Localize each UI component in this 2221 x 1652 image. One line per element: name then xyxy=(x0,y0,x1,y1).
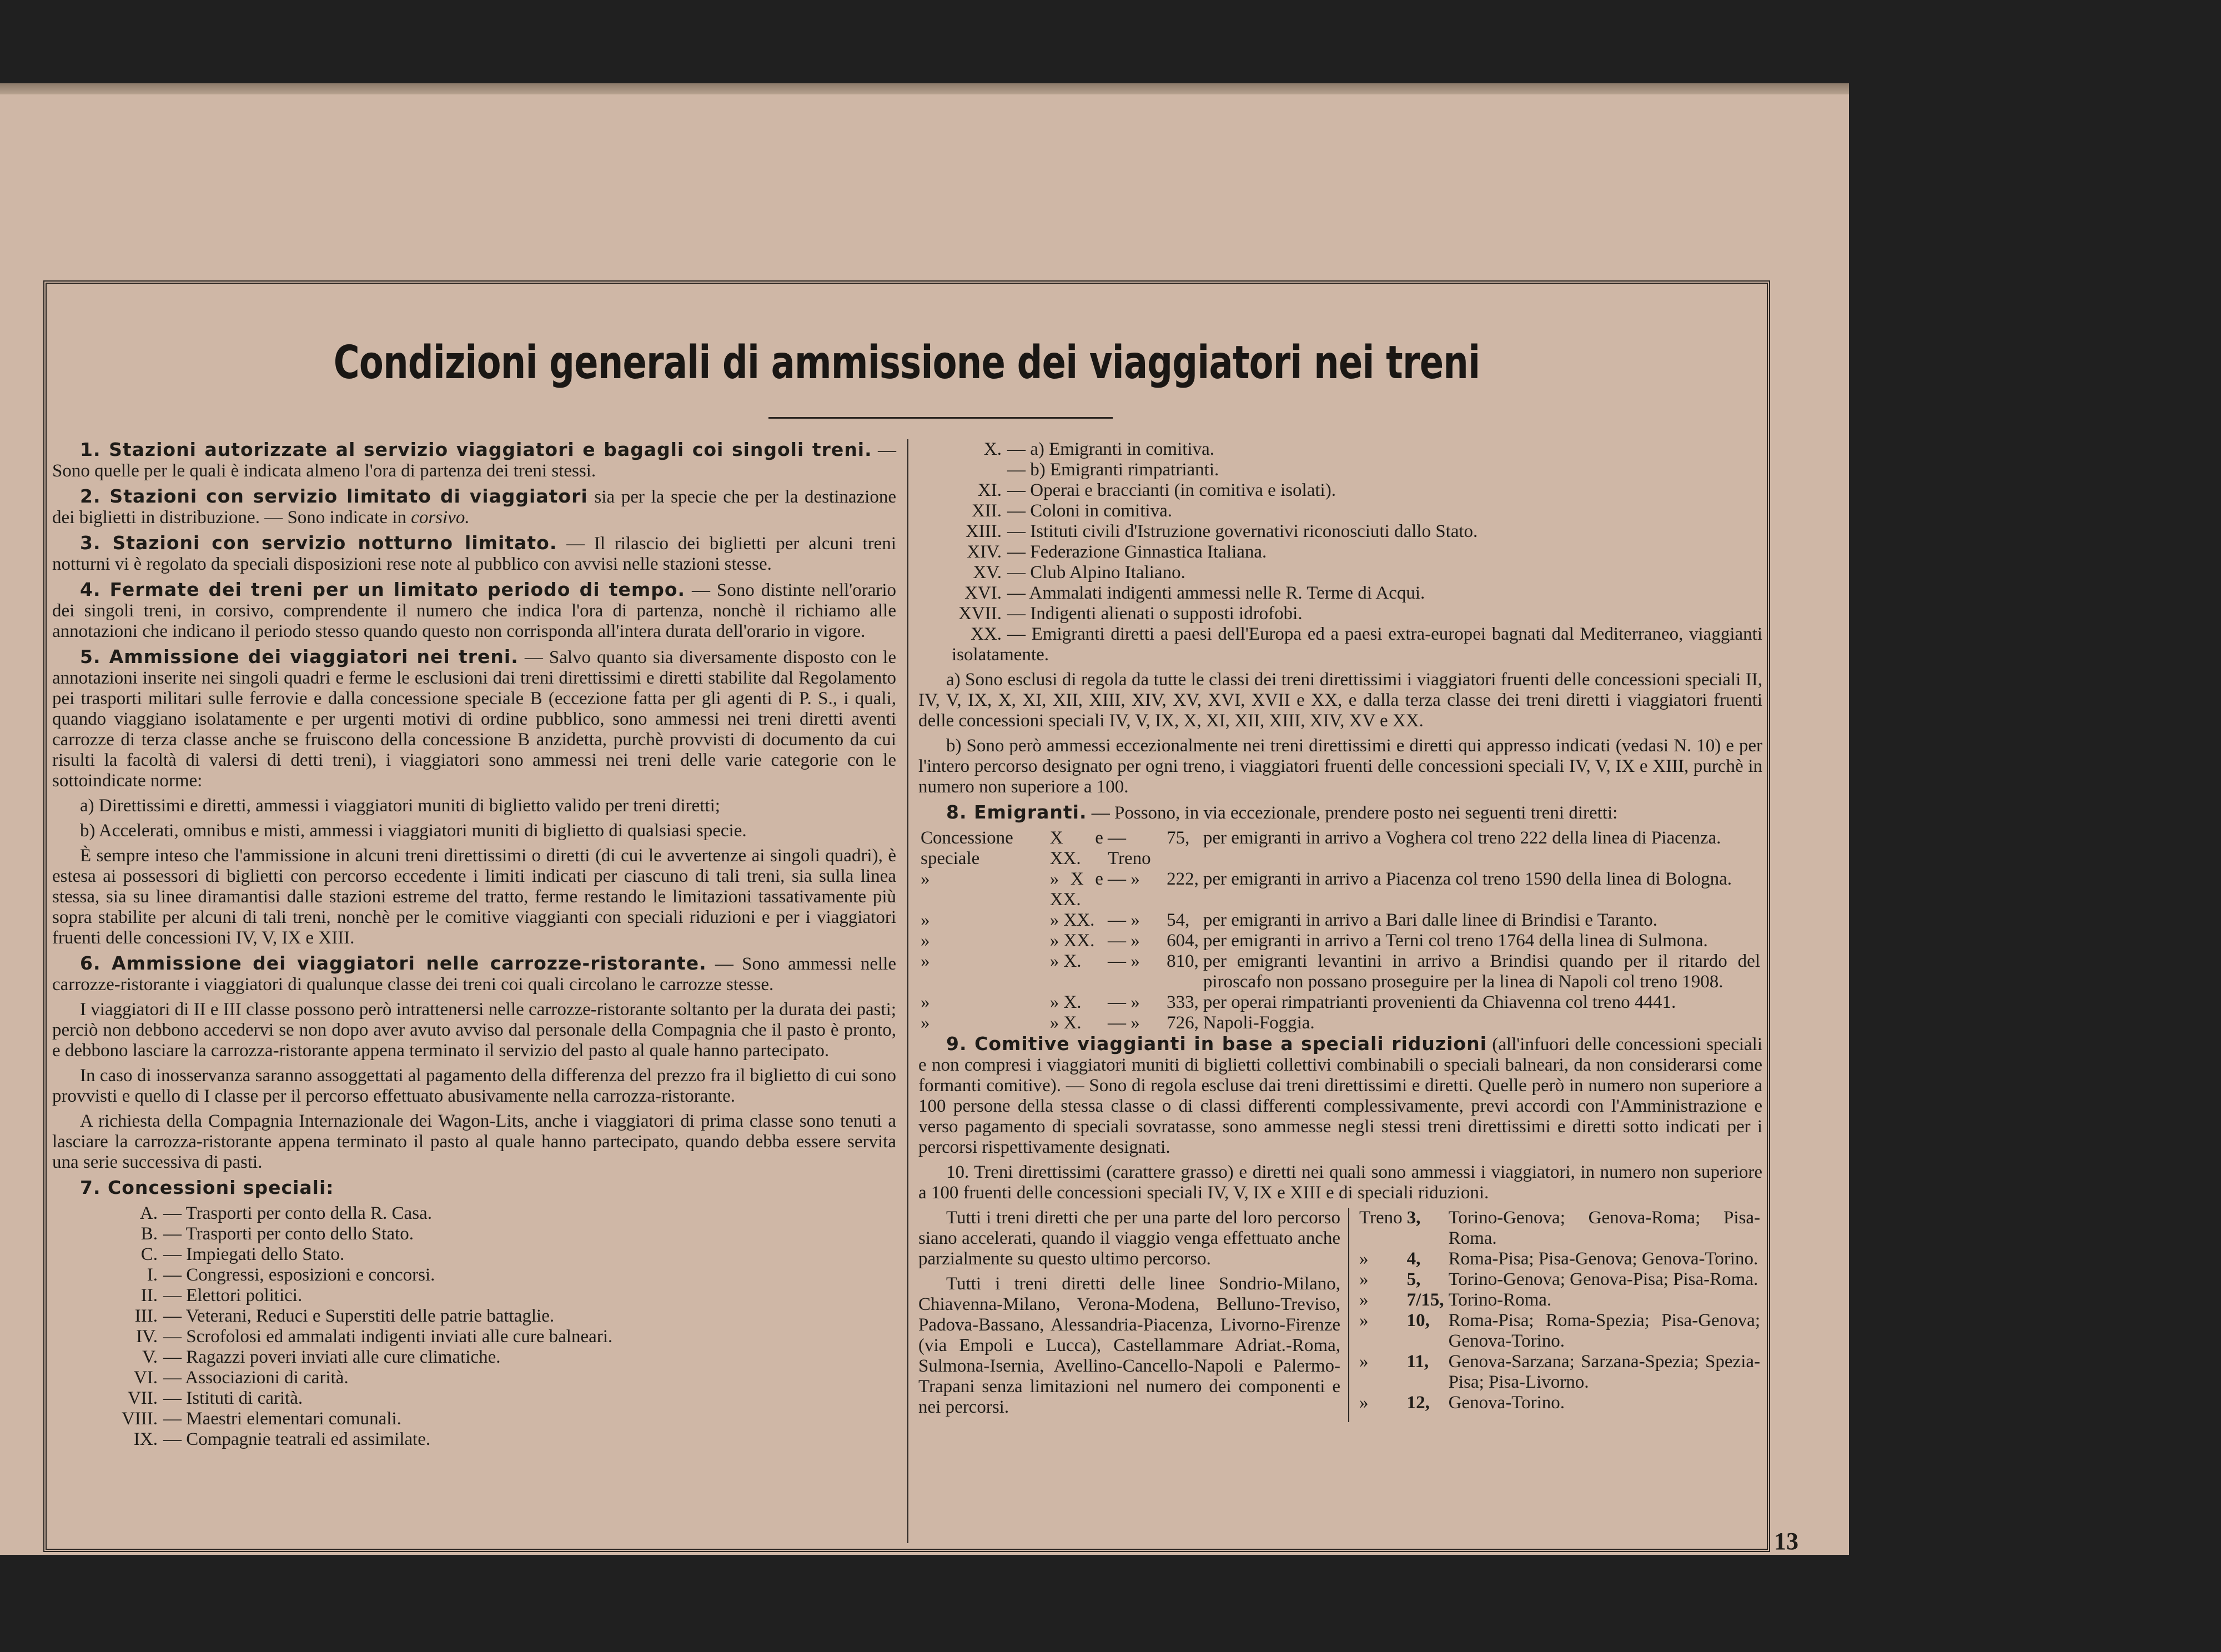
section-9: 9. Comitive viaggianti in base a speciali riduzioni (all'infuori delle concessioni speciali e non compresi i viaggiatori muniti di biglietti collettivi combinabili o speciali balneari, da non considerarsi come formanti comitive). — Sono di regola escluse dai treni direttissimi e diretti. Quelle però in numero non superiore a 100 persone della stessa classe o di classi differenti complessivamente, previ accordi con l'Amministrazione e verso pagamento di speciali sovratasse, sono ammesse negli stessi treni direttissimi e diretti sotto indicati per i percorsi rispettivamente designati. xyxy=(918,1033,1763,1157)
list-item: — b) Emigranti rimpatrianti. xyxy=(1007,460,1219,480)
list-item: VI. — Associazioni di carità. xyxy=(133,1368,349,1388)
section-5b: b) Accelerati, omnibus e misti, ammessi i viaggiatori muniti di biglietto di qualsiasi specie. xyxy=(80,821,747,841)
trains-note-2: Tutti i treni diretti delle linee Sondrio-Milano, Chiavenna-Milano, Verona-Modena, Belluno-Treviso, Padova-Bassano, Alessandria-Piacenza, Livorno-Firenze (via Empoli e Lucca), Castellammare Adriat.-Roma, Sulmona-Isernia, Avellino-Cancello-Napoli e Palermo-Trapani senza limitazioni nel numero dei componenti e nei percorsi. xyxy=(918,1274,1340,1417)
right-column xyxy=(918,439,1762,1422)
list-item: XV. — Club Alpino Italiano. xyxy=(973,563,1185,583)
section-8: 8. Emigranti. — Possono, in via eccezionale, prendere posto nei seguenti treni diretti: xyxy=(946,801,1618,823)
section-3: 3. Stazioni con servizio notturno limitato. — Il rilascio dei biglietti per alcuni treni notturni vi è regolato da speciali disposizioni rese note al pubblico con avvisi nelle stazioni stesse. xyxy=(52,532,896,574)
list-item: VII. — Istituti di carità. xyxy=(127,1388,303,1408)
section-1: 1. Stazioni autorizzate al servizio viaggiatori e bagagli coi singoli treni. — Sono quelle per le quali è indicata almeno l'ora di partenza dei treni stessi. xyxy=(52,439,897,481)
left-column xyxy=(52,439,896,1454)
list-item: C. — Impiegati dello Stato. xyxy=(140,1244,345,1264)
list-item: IX. — Compagnie teatrali ed assimilate. xyxy=(133,1429,431,1449)
table-row: » » XX. — » 604, per emigranti in arrivo a Terni col treno 1764 della linea di Sulmona. xyxy=(921,931,1708,951)
table-row: Treno 3, Torino-Genova; Genova-Roma; Pisa-Roma. xyxy=(1359,1208,1760,1248)
section-5a: a) Direttissimi e diretti, ammessi i viaggiatori muniti di biglietto valido per treni diretti; xyxy=(80,796,720,816)
content-frame xyxy=(43,280,1770,1552)
section-6: 6. Ammissione dei viaggiatori nelle carrozze-ristorante. — Sono ammessi nelle carrozze-ristorante i viaggiatori di qualunque classe dei treni coi quali circolano le carrozze stesse. xyxy=(52,952,897,995)
list-item: XX. — Emigranti diretti a paesi dell'Europa ed a paesi extra-europei bagnati dal Mediterraneo, viaggianti isolatamente. xyxy=(952,624,1762,665)
list-item: XI. — Operai e braccianti (in comitiva e isolati). xyxy=(977,480,1336,500)
list-item: XIII. — Istituti civili d'Istruzione governativi riconosciuti dallo Stato. xyxy=(965,521,1478,541)
table-row: » » X. — » 810, per emigranti levantini in arrivo a Brindisi quando per il ritardo del piroscafo non possano proseguire per la linea di Napoli col treno 1908. xyxy=(921,951,1760,992)
list-item: II. — Elettori politici. xyxy=(140,1286,303,1305)
title-rule xyxy=(768,417,1113,419)
section-10: 10. Treni direttissimi (carattere grasso) e diretti nei quali sono ammessi i viaggiatori, in numero non superiore a 100 fruenti delle concessioni speciali IV, V, IX e XIII e di speciali riduzioni. xyxy=(918,1162,1762,1203)
table-row: » » X. — » 333, per operai rimpatrianti provenienti da Chiavenna col treno 4441. xyxy=(921,992,1676,1012)
list-item: IV. — Scrofolosi ed ammalati indigenti inviati alle cure balneari. xyxy=(136,1327,613,1347)
list-item: XII. — Coloni in comitiva. xyxy=(971,501,1172,521)
table-row: » » X e XX. — » 222, per emigranti in arrivo a Piacenza col treno 1590 della linea di Bologna. xyxy=(921,869,1732,910)
section-2: 2. Stazioni con servizio limitato di viaggiatori sia per la specie che per la destinazione dei biglietti in distribuzione. — Sono indicate in corsivo. xyxy=(52,485,896,528)
table-row: » 7/15, Torino-Roma. xyxy=(1359,1290,1552,1310)
concessions-list xyxy=(52,1203,896,1450)
trains-notes xyxy=(918,1208,1349,1422)
section-5: 5. Ammissione dei viaggiatori nei treni. — Salvo quanto sia diversamente disposto con le annotazioni inserite nei singoli quadri e ferme le esclusioni dai treni direttissimi e diretti stabilite dal Regolamento pei trasporti militari sulle ferrovie e dalla concessione speciale B (eccezione fatta per gli agenti di P. S., i quali, quando viaggiano isolatamente e per urgenti motivi di ordine pubblico, sono ammessi nei treni diretti aventi carrozze di terza classe anche se fruiscono della concessione B anzidetta, purchè provvisti di documento da cui risulti la facoltà di valersi di detti treni), i viaggiatori sono ammessi nei treni delle varie categorie con le sottoindicate norme: xyxy=(52,646,896,791)
list-item: X. — a) Emigranti in comitiva. xyxy=(983,439,1214,459)
emigrant-trains-table xyxy=(918,828,1762,1033)
list-item: B. — Trasporti per conto dello Stato. xyxy=(140,1224,414,1244)
list-item: I. — Congressi, esposizioni e concorsi. xyxy=(147,1265,435,1285)
table-row: » 12, Genova-Torino. xyxy=(1359,1393,1565,1413)
list-item: XVII. — Indigenti alienati o supposti idrofobi. xyxy=(958,604,1303,624)
section-6-p4: A richiesta della Compagnia Internazionale dei Wagon-Lits, anche i viaggiatori di prima classe sono tenuti a lasciare la carrozza-ristorante appena terminato il pasto al quale hanno partecipato, quando debba essere servita una serie successiva di pasti. xyxy=(52,1111,896,1172)
table-row: » 4, Roma-Pisa; Pisa-Genova; Genova-Torino. xyxy=(1359,1249,1758,1269)
page-number: 13 xyxy=(1774,1528,1798,1555)
section-6-p2: I viaggiatori di II e III classe possono però intrattenersi nelle carrozze-ristorante soltanto per la durata dei pasti; perciò non debbono accedervi se non dopo aver avuto avviso dal personale della Compagnia che il pasto è pronto, e debbono lasciare la carrozza-ristorante appena terminato il servizio del pasto al quale hanno partecipato. xyxy=(52,1000,896,1061)
list-item: VIII. — Maestri elementari comunali. xyxy=(121,1409,401,1429)
table-row: » 5, Torino-Genova; Genova-Pisa; Pisa-Roma. xyxy=(1359,1269,1758,1289)
trains-block xyxy=(918,1208,1762,1422)
table-row: » » XX. — » 54, per emigranti in arrivo a Bari dalle linee di Brindisi e Taranto. xyxy=(921,910,1658,930)
list-item: XIV. — Federazione Ginnastica Italiana. xyxy=(967,542,1267,562)
table-row: Concessione speciale X e XX. — Treno 75, per emigranti in arrivo a Voghera col treno 222 della linea di Piacenza. xyxy=(921,828,1721,868)
section-5c: È sempre inteso che l'ammissione in alcuni treni direttissimi o diretti (di cui le avvertenze ai singoli quadri), è estesa ai possessori di biglietti con percorso eccedente i limiti indicati per ciascuno di tali treni, sia sulla linea stessa, sia su linee diramantisi dalle stazioni estreme del tratto, ferme restando le limitazioni tassativamente più sopra stabilite per alcuni di tali treni, nonchè per le comitive viaggianti con speciali riduzioni e per i viaggiatori fruenti delle concessioni IV, V, IX e XIII. xyxy=(52,846,896,948)
section-6-p3: In caso di inosservanza saranno assoggettati al pagamento della differenza del prezzo fra il biglietto di cui sono provvisti e quello di I classe per il percorso effettuato abusivamente nella carrozza-ristorante. xyxy=(52,1066,896,1106)
page-title: Condizioni generali di ammissione dei viaggiatori nei treni xyxy=(333,337,1480,389)
table-row: » » X. — » 726, Napoli-Foggia. xyxy=(921,1013,1315,1033)
exclusions-b: b) Sono però ammessi eccezionalmente nei treni direttissimi e diretti qui appresso indicati (vedasi N. 10) e per l'intero percorso designato per ogni treno, i viaggiatori fruenti delle concessioni speciali IV, V, IX e XIII, purchè in numero non superiore a 100. xyxy=(918,736,1762,797)
column-divider xyxy=(907,439,908,1543)
list-item: XVI. — Ammalati indigenti ammessi nelle R. Terme di Acqui. xyxy=(964,583,1425,603)
table-row: » 10, Roma-Pisa; Roma-Spezia; Pisa-Genova; Genova-Torino. xyxy=(1359,1310,1760,1351)
trains-note-1: Tutti i treni diretti che per una parte del loro percorso siano accelerati, quando il viaggio venga effettuato anche parzialmente su questo ultimo percorso. xyxy=(918,1208,1340,1269)
concessions-list-continued xyxy=(918,439,1762,665)
list-item: A. — Trasporti per conto della R. Casa. xyxy=(139,1203,432,1223)
list-item: V. — Ragazzi poveri inviati alle cure climatiche. xyxy=(142,1347,501,1367)
trains-list xyxy=(1349,1208,1762,1422)
table-row: » 11, Genova-Sarzana; Sarzana-Spezia; Spezia-Pisa; Pisa-Livorno. xyxy=(1359,1352,1760,1392)
section-4: 4. Fermate dei treni per un limitato periodo di tempo. — Sono distinte nell'orario dei singoli treni, in corsivo, comprendente il numero che indica l'ora di partenza, nonchè il richiamo alle annotazioni che indicano il periodo stesso quando questo non corrisponda all'intera durata dell'orario in vigore. xyxy=(52,579,896,641)
list-item: III. — Veterani, Reduci e Superstiti delle patrie battaglie. xyxy=(134,1306,555,1326)
exclusions-a: a) Sono esclusi di regola da tutte le classi dei treni direttissimi i viaggiatori fruenti delle concessioni speciali II, IV, V, IX, X, XI, XII, XIII, XIV, XV, XVI, XVII e XX, e dalla terza classe dei treni diretti i viaggiatori fruenti delle concessioni speciali IV, V, IX, X, XI, XII, XIII, XIV, XV e XX. xyxy=(918,670,1762,731)
section-7: 7. Concessioni speciali: xyxy=(80,1177,334,1198)
book-page xyxy=(0,94,1849,1555)
